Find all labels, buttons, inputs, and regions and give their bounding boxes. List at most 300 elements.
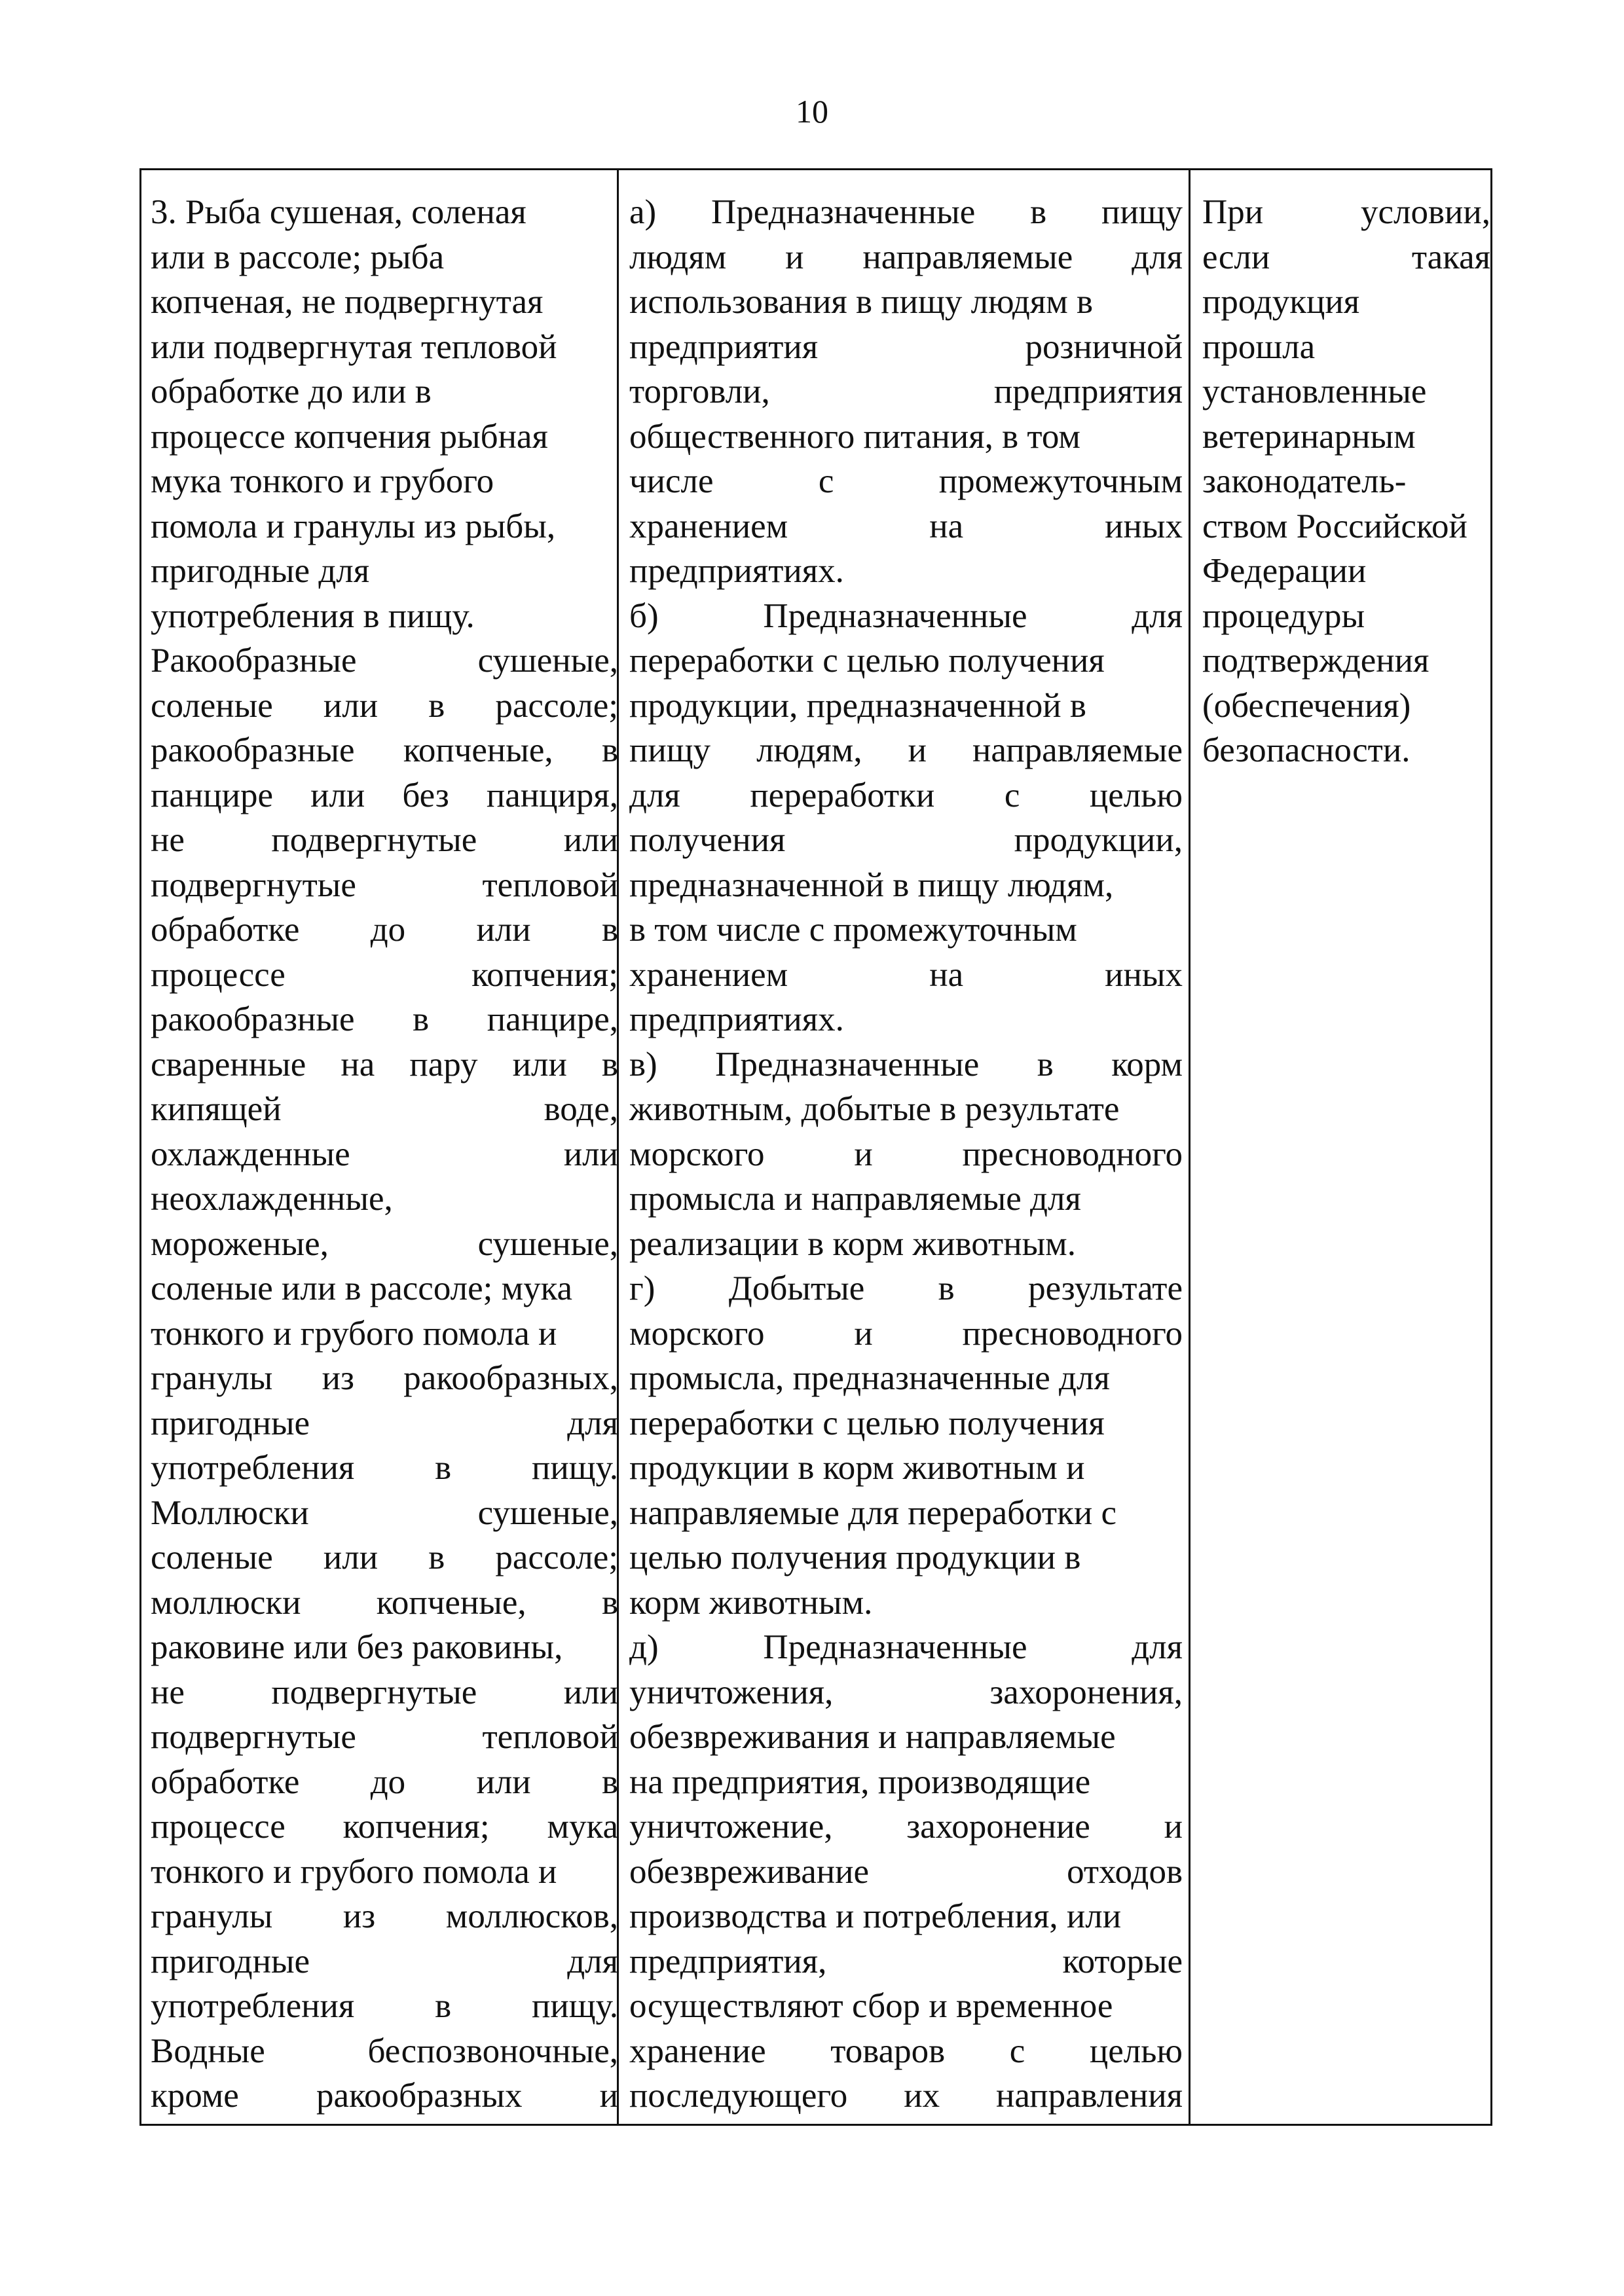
text-fragment: их [904, 2077, 940, 2115]
text-line [151, 1804, 618, 1850]
text-fragment: пищу [629, 731, 711, 769]
text-fragment: Добытые [728, 1269, 865, 1307]
text-line [151, 190, 618, 235]
text-fragment: обработке до или в [151, 373, 432, 410]
text-fragment: в [428, 686, 445, 725]
text-line [151, 1446, 618, 1491]
text-fragment: морского [629, 1135, 765, 1173]
text-fragment: для [1132, 238, 1183, 276]
text-fragment: предприятия, [629, 1942, 827, 1980]
text-fragment: розничной [1025, 327, 1183, 366]
text-line [151, 1356, 618, 1401]
text-fragment: промежуточным [938, 462, 1183, 500]
text-fragment: процессе [151, 955, 286, 994]
text-line [629, 1042, 1183, 1087]
text-fragment: реализации в корм животным. [629, 1224, 1076, 1263]
text-fragment: хранением [629, 507, 788, 545]
text-line [1202, 504, 1490, 549]
text-fragment: результате [1028, 1269, 1183, 1307]
text-fragment: в том числе с промежуточным [629, 911, 1077, 949]
text-line [151, 1984, 618, 2029]
text-fragment: гранулы [151, 1897, 273, 1935]
text-line [629, 504, 1183, 549]
text-fragment: в [1030, 193, 1047, 231]
text-line [151, 1580, 618, 1626]
text-line [151, 1266, 618, 1311]
text-fragment: использования в пищу людям в [629, 283, 1094, 321]
text-fragment: в [435, 1449, 452, 1487]
text-line [151, 414, 618, 460]
text-fragment: или [323, 686, 378, 725]
text-fragment: рассоле; [495, 686, 618, 725]
text-line [151, 369, 618, 414]
text-line [1202, 638, 1490, 683]
text-line [151, 1176, 618, 1222]
text-fragment: для [567, 1942, 618, 1980]
text-fragment: в [413, 1000, 430, 1038]
text-fragment: не [151, 1673, 185, 1711]
text-line [629, 1939, 1183, 1984]
text-fragment: морского [629, 1314, 765, 1353]
text-line [151, 1670, 618, 1715]
text-fragment: сваренные [151, 1045, 306, 1084]
text-fragment: пригодные [151, 1942, 310, 1980]
text-line [629, 1894, 1183, 1939]
text-fragment: получения [629, 821, 786, 859]
text-fragment: Предназначенные [763, 1628, 1027, 1666]
text-fragment: такая [1411, 238, 1490, 276]
column-divider [1189, 170, 1190, 2124]
text-fragment: товаров [830, 2032, 946, 2070]
text-fragment: на [929, 955, 964, 994]
text-fragment: промысла и направляемые для [629, 1180, 1081, 1218]
text-fragment: установленные [1202, 373, 1427, 410]
text-fragment: продукции в корм животным и [629, 1449, 1085, 1487]
text-fragment: и [599, 2077, 618, 2115]
text-fragment: хранением [629, 955, 788, 994]
text-line [1202, 325, 1490, 370]
text-fragment: употребления [151, 1449, 355, 1487]
text-fragment: в [938, 1269, 955, 1307]
text-fragment: прошла [1202, 327, 1316, 366]
text-fragment: подвергнутые [271, 1673, 477, 1711]
text-line [629, 1176, 1183, 1222]
text-line [151, 1760, 618, 1805]
text-fragment: которые [1062, 1942, 1183, 1980]
text-fragment: целью получения продукции в [629, 1539, 1081, 1576]
text-fragment: иных [1105, 955, 1183, 994]
text-fragment: соленые [151, 686, 273, 725]
text-fragment: пресноводного [962, 1135, 1183, 1173]
text-line [151, 1625, 618, 1670]
text-fragment: пищу. [532, 1449, 618, 1487]
text-line [1202, 190, 1490, 235]
text-line [629, 549, 1183, 594]
text-line [629, 1222, 1183, 1267]
text-line [151, 1042, 618, 1087]
text-fragment: пищу. [532, 1987, 618, 2025]
text-fragment: условии, [1361, 193, 1490, 231]
text-fragment: или [512, 1045, 567, 1084]
text-fragment: обезвреживания и направляемые [629, 1718, 1116, 1756]
text-line [151, 325, 618, 370]
text-line [151, 504, 618, 549]
text-fragment: При [1202, 193, 1264, 231]
text-line [629, 1311, 1183, 1357]
text-fragment: или [476, 1762, 531, 1801]
text-fragment: и [785, 238, 804, 276]
text-fragment: или [323, 1539, 378, 1576]
text-fragment: ветеринарным [1202, 417, 1416, 456]
text-fragment: захоронения, [989, 1673, 1183, 1711]
text-line [629, 280, 1183, 325]
text-line [151, 683, 618, 729]
text-line [151, 1491, 618, 1536]
text-fragment: мороженые, [151, 1224, 329, 1263]
text-line [629, 1580, 1183, 1626]
text-fragment: беспозвоночные, [367, 2032, 618, 2070]
text-line [629, 594, 1183, 639]
text-line [151, 997, 618, 1042]
text-line [1202, 280, 1490, 325]
text-line [151, 594, 618, 639]
text-fragment: в [601, 911, 618, 949]
text-line [151, 2029, 618, 2074]
text-fragment: а) [629, 193, 657, 231]
text-fragment: кроме [151, 2077, 239, 2115]
text-line [629, 907, 1183, 953]
text-fragment: помола и гранулы из рыбы, [151, 507, 556, 545]
text-fragment: животным, добытые в результате [629, 1090, 1120, 1128]
text-fragment: Водные [151, 2032, 265, 2070]
text-line [151, 1939, 618, 1984]
text-fragment: Предназначенные [763, 596, 1027, 635]
text-fragment: с [1009, 2032, 1025, 2070]
text-line [151, 549, 618, 594]
text-fragment: на предприятия, производящие [629, 1762, 1091, 1801]
text-fragment: соленые [151, 1539, 273, 1576]
text-line [629, 1984, 1183, 2029]
text-fragment: переработки с целью получения [629, 1404, 1105, 1442]
text-fragment: употребления в пищу. [151, 596, 475, 635]
text-fragment: или в рассоле; рыба [151, 238, 445, 276]
text-fragment: целью [1089, 2032, 1183, 2070]
text-line [629, 818, 1183, 863]
text-line [629, 1804, 1183, 1850]
text-fragment: подтверждения [1202, 642, 1430, 680]
text-fragment: продукция [1202, 283, 1360, 321]
text-fragment: людям [629, 238, 727, 276]
text-fragment: пригодные [151, 1404, 310, 1442]
text-fragment: хранение [629, 2032, 766, 2070]
text-fragment: неохлажденные, [151, 1180, 393, 1218]
text-line [629, 2073, 1183, 2119]
text-fragment: пищу [1101, 193, 1183, 231]
text-line [629, 1625, 1183, 1670]
text-line [629, 1491, 1183, 1536]
text-fragment: законодатель- [1202, 462, 1407, 500]
text-line [629, 1715, 1183, 1760]
text-fragment: панцире [151, 776, 274, 814]
text-fragment: воде, [544, 1090, 618, 1128]
text-line [629, 953, 1183, 998]
text-fragment: не [151, 821, 185, 859]
text-line [629, 459, 1183, 504]
condition-column [1202, 190, 1490, 773]
text-line [151, 1715, 618, 1760]
text-line [151, 1311, 618, 1357]
text-line [1202, 549, 1490, 594]
text-fragment: из [342, 1897, 376, 1935]
text-fragment: предприятиях. [629, 1000, 844, 1038]
text-fragment: предприятия [993, 373, 1183, 410]
text-line [629, 2029, 1183, 2074]
text-fragment: соленые или в рассоле; мука [151, 1269, 573, 1307]
text-line [151, 953, 618, 998]
text-fragment: переработки с целью получения [629, 642, 1105, 680]
text-line [151, 1222, 618, 1267]
text-fragment: предназначенной в пищу людям, [629, 866, 1114, 904]
text-fragment: направляемые для переработки с [629, 1493, 1116, 1532]
text-line [151, 638, 618, 683]
text-fragment: д) [629, 1628, 659, 1666]
text-fragment: употребления [151, 1987, 355, 2025]
text-fragment: в [601, 1045, 618, 1084]
text-line [629, 773, 1183, 818]
text-fragment: в [601, 1762, 618, 1801]
text-fragment: до [370, 911, 406, 949]
text-line [151, 2073, 618, 2119]
text-fragment: торговли, [629, 373, 770, 410]
text-fragment: направления [996, 2077, 1183, 2115]
text-line [629, 1266, 1183, 1311]
text-line [151, 863, 618, 908]
text-fragment: для [567, 1404, 618, 1442]
text-fragment: тепловой [482, 866, 618, 904]
text-fragment: корм [1111, 1045, 1183, 1084]
text-line [151, 907, 618, 953]
text-fragment: обезвреживание [629, 1852, 870, 1891]
text-fragment: в [601, 1583, 618, 1622]
text-line [629, 863, 1183, 908]
text-line [629, 1670, 1183, 1715]
text-fragment: раковине или без раковины, [151, 1628, 563, 1666]
text-fragment: сушеные, [477, 1224, 618, 1263]
text-fragment: пресноводного [962, 1314, 1183, 1353]
text-fragment: для [629, 776, 680, 814]
text-fragment: панцире, [487, 1000, 618, 1038]
text-fragment: рассоле; [495, 1539, 618, 1576]
text-fragment: или [476, 911, 531, 949]
text-fragment: ракообразные [151, 1000, 355, 1038]
text-fragment: сушеные, [477, 642, 618, 680]
text-line [629, 638, 1183, 683]
text-fragment: промысла, предназначенные для [629, 1359, 1110, 1397]
text-fragment: уничтожение, [629, 1808, 833, 1846]
text-fragment: продукции, предназначенной в [629, 686, 1086, 725]
text-fragment: в [601, 731, 618, 769]
text-line [629, 1356, 1183, 1401]
text-fragment: Ракообразные [151, 642, 357, 680]
text-fragment: последующего [629, 2077, 848, 2115]
text-line [629, 325, 1183, 370]
text-fragment: в [1037, 1045, 1054, 1084]
text-fragment: ством Российской [1202, 507, 1467, 545]
text-fragment: процессе копчения рыбная [151, 417, 548, 456]
text-fragment: пару [409, 1045, 478, 1084]
text-fragment: тонкого и грубого помола и [151, 1852, 557, 1891]
regulation-table [139, 168, 1492, 2126]
text-line [151, 1535, 618, 1580]
text-line [1202, 728, 1490, 773]
text-fragment: и [1164, 1808, 1183, 1846]
text-fragment: охлажденные [151, 1135, 350, 1173]
text-fragment: отходов [1067, 1852, 1183, 1891]
text-fragment: производства и потребления, или [629, 1897, 1122, 1935]
text-fragment: для [1132, 1628, 1183, 1666]
text-fragment: и [908, 731, 927, 769]
text-fragment: безопасности. [1202, 731, 1411, 769]
text-fragment: моллюски [151, 1583, 301, 1622]
text-line [1202, 414, 1490, 460]
text-fragment: продукции, [1014, 821, 1183, 859]
text-line [151, 773, 618, 818]
text-line [629, 414, 1183, 460]
text-fragment: ракообразные [151, 731, 355, 769]
text-line [629, 1132, 1183, 1177]
text-fragment: подвергнутые [151, 866, 356, 904]
text-fragment: подвергнутые [151, 1718, 356, 1756]
text-fragment: в) [629, 1045, 657, 1084]
text-fragment: из [322, 1359, 354, 1397]
text-fragment: копчения; [342, 1808, 490, 1846]
text-fragment: или подвергнутая тепловой [151, 327, 557, 366]
text-line [1202, 683, 1490, 729]
text-line [629, 1446, 1183, 1491]
text-fragment: обработке [151, 1762, 300, 1801]
text-fragment: (обеспечения) [1202, 686, 1411, 725]
text-fragment: г) [629, 1269, 655, 1307]
text-fragment: моллюсков, [445, 1897, 618, 1935]
text-fragment: обработке [151, 911, 300, 949]
text-fragment: панциря, [486, 776, 618, 814]
text-fragment: или [563, 1135, 618, 1173]
text-line [151, 1850, 618, 1895]
text-fragment: ракообразных, [403, 1359, 618, 1397]
text-line [629, 728, 1183, 773]
text-fragment: для [1132, 596, 1183, 635]
text-line [151, 1087, 618, 1132]
text-fragment: иных [1105, 507, 1183, 545]
text-line [629, 1535, 1183, 1580]
text-fragment: или [310, 776, 365, 814]
text-fragment: б) [629, 596, 659, 635]
text-fragment: если [1202, 238, 1270, 276]
text-line [1202, 369, 1490, 414]
text-fragment: копченая, не подвергнутая [151, 283, 544, 321]
text-fragment: и [854, 1314, 873, 1353]
text-line [151, 1401, 618, 1446]
text-fragment: мука [547, 1808, 618, 1846]
text-fragment: без [402, 776, 449, 814]
text-line [1202, 594, 1490, 639]
text-line [629, 369, 1183, 414]
text-line [629, 235, 1183, 280]
purpose-column [629, 190, 1183, 2119]
text-line [629, 1401, 1183, 1446]
text-fragment: переработки [750, 776, 935, 814]
text-fragment: или [563, 821, 618, 859]
text-fragment: людям, [756, 731, 862, 769]
text-fragment: в [428, 1539, 445, 1576]
text-line [629, 997, 1183, 1042]
text-fragment: в [435, 1987, 452, 2025]
text-fragment: копченые, [376, 1583, 526, 1622]
text-fragment: корм животным. [629, 1583, 873, 1622]
text-line [151, 1132, 618, 1177]
text-fragment: подвергнутые [271, 821, 477, 859]
text-fragment: целью [1089, 776, 1183, 814]
text-fragment: направляемые [972, 731, 1183, 769]
text-fragment: с [818, 462, 834, 500]
text-line [629, 1760, 1183, 1805]
text-fragment: тонкого и грубого помола и [151, 1314, 557, 1353]
text-fragment: копченые, [403, 731, 553, 769]
text-line [151, 1894, 618, 1939]
text-fragment: осуществляют сбор и временное [629, 1987, 1113, 2025]
text-fragment: пригодные для [151, 552, 370, 590]
text-line [629, 1087, 1183, 1132]
text-line [151, 818, 618, 863]
text-fragment: уничтожения, [629, 1673, 834, 1711]
text-fragment: Предназначенные [711, 193, 976, 231]
text-fragment: мука тонкого и грубого [151, 462, 494, 500]
text-fragment: Моллюски [151, 1493, 309, 1532]
text-line [1202, 459, 1490, 504]
text-fragment: копчения; [471, 955, 618, 994]
text-fragment: 3. Рыба сушеная, соленая [151, 193, 526, 231]
text-fragment: на [929, 507, 964, 545]
text-fragment: сушеные, [477, 1493, 618, 1532]
text-fragment: или [563, 1673, 618, 1711]
text-fragment: общественного питания, в том [629, 417, 1080, 456]
text-fragment: направляемые [862, 238, 1073, 276]
text-fragment: кипящей [151, 1090, 282, 1128]
text-fragment: тепловой [482, 1718, 618, 1756]
text-fragment: числе [629, 462, 714, 500]
text-line [629, 683, 1183, 729]
text-fragment: предприятия [629, 327, 819, 366]
text-line [151, 235, 618, 280]
text-fragment: ракообразных [316, 2077, 523, 2115]
text-line [151, 280, 618, 325]
text-fragment: и [854, 1135, 873, 1173]
page-number: 10 [796, 93, 828, 130]
text-fragment: захоронение [906, 1808, 1090, 1846]
text-fragment: до [370, 1762, 406, 1801]
text-fragment: предприятиях. [629, 552, 844, 590]
text-fragment: процессе [151, 1808, 286, 1846]
text-line [629, 1850, 1183, 1895]
text-fragment: на [341, 1045, 375, 1084]
text-fragment: с [1004, 776, 1020, 814]
text-fragment: Федерации [1202, 552, 1367, 590]
text-fragment: процедуры [1202, 596, 1365, 635]
text-line [151, 728, 618, 773]
text-line [151, 459, 618, 504]
text-fragment: гранулы [151, 1359, 273, 1397]
text-line [1202, 235, 1490, 280]
